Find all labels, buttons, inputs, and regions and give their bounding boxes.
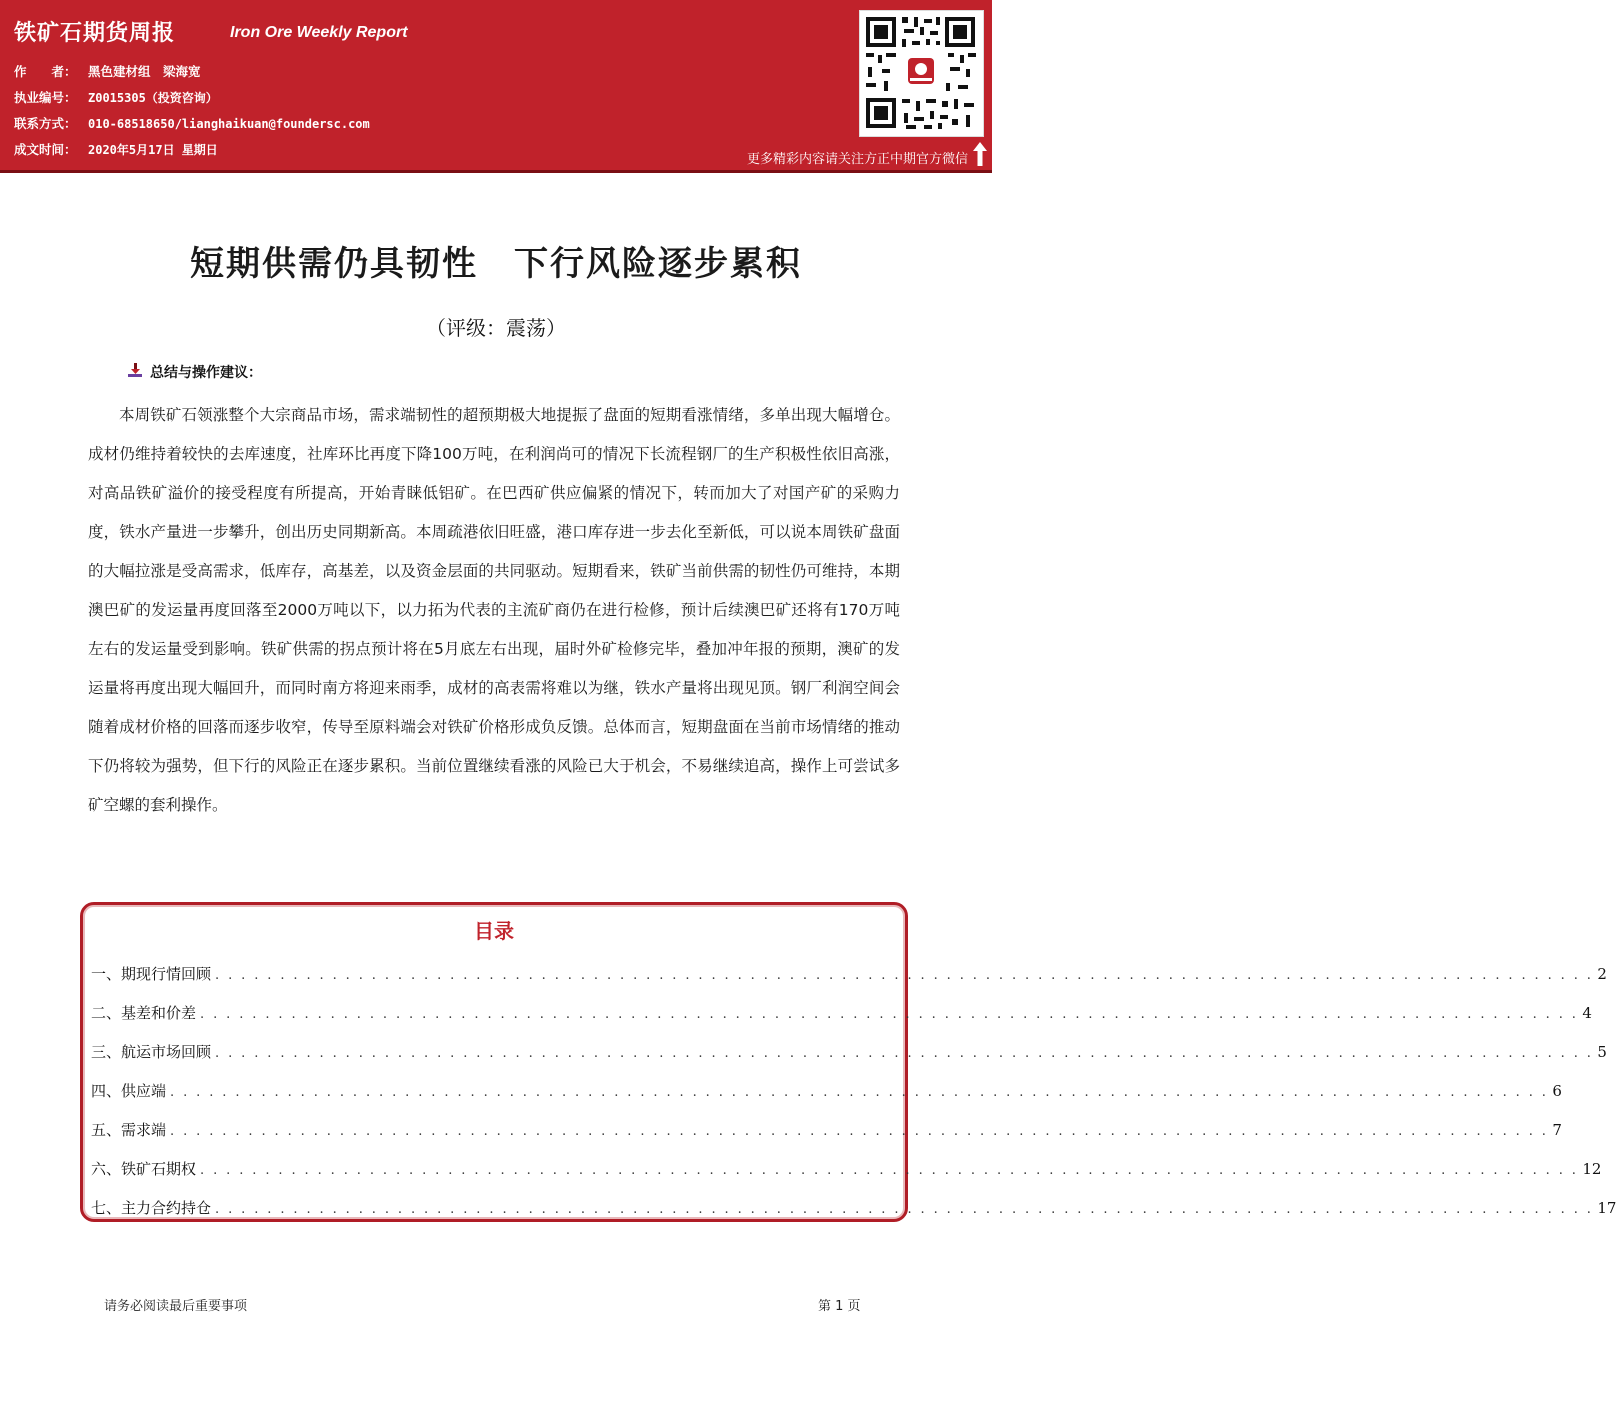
meta-date-key: 成文时间： — [14, 142, 77, 157]
toc-item-page: 17 — [1597, 1199, 1616, 1217]
wechat-follow-note: 更多精彩内容请关注方正中期官方微信 — [746, 152, 968, 167]
toc-item-label: 六、铁矿石期权 — [91, 1160, 197, 1178]
toc-leader: . . . . . . . . . . . . . . . . . . . . . . . . . . . . . . . . . . . . . . . . . . . . . . . . . . . . . . . . . . . . . . . . . . . . . . . . . . . . . . . . . . . . . . . . . . . . . . . . . . . . . . . . . . — [200, 1007, 1579, 1022]
summary-paragraph: 本周铁矿石领涨整个大宗商品市场，需求端韧性的超预期极大地提振了盘面的短期看涨情绪，多单出现大幅增仓。成材仍维持着较快的去库速度，社库环比再度下降100万吨，在利润尚可的情况下长流程钢厂的生产积极性依旧高涨，对高品铁矿溢价的接受程度有所提高，开始青睐低铝矿。在巴西矿供应偏紧的情况下，转而加大了对国产矿的采购力度，铁水产量进一步攀升，创出历史同期新高。本周疏港依旧旺盛，港口库存进一步去化至新低，可以说本周铁矿盘面的大幅拉涨是受高需求，低库存，高基差，以及资金层面的共同驱动。短期看来，铁矿当前供需的韧性仍可维持，本期澳巴矿的发运量再度回落至2000万吨以下，以力拓为代表的主流矿商仍在进行检修，预计后续澳巴矿还将有170万吨左右的发运量受到影响。铁矿供需的拐点预计将在5月底左右出现，届时外矿检修完毕，叠加冲年报的预期，澳矿的发运量将再度出现大幅回升，而同时南方将迎来雨季，成材的高表需将难以为继，铁水产量将出现见顶。钢厂利润空间会随着成材价格的回落而逐步收窄，传导至原料端会对铁矿价格形成负反馈。总体而言，短期盘面在当前市场情绪的推动下仍将较为强势，但下行的风险正在逐步累积。当前位置继续看涨的风险已大于机会，不易继续追高，操作上可尝试多矿空螺的套利操作。 — [88, 406, 900, 814]
meta-license-value: Z0015305（投资咨询） — [88, 91, 218, 105]
meta-license — [14, 88, 218, 106]
toc-item-label: 五、需求端 — [91, 1121, 167, 1139]
rating-label: （评级：震荡） — [426, 316, 566, 340]
bullet-icon — [128, 363, 150, 381]
toc-item-label: 二、基差和价差 — [91, 1004, 197, 1022]
toc-item-page: 12 — [1582, 1160, 1602, 1178]
page-number: 第 1 页 — [818, 1299, 861, 1314]
meta-date — [14, 140, 218, 158]
toc-item-label: 三、航运市场回顾 — [91, 1043, 212, 1061]
meta-date-value: 2020年5月17日 星期日 — [88, 143, 218, 157]
meta-author-key: 作 者： — [14, 64, 77, 79]
page-title: 短期供需仍具韧性 下行风险逐步累积 — [190, 244, 802, 284]
table-of-contents — [80, 902, 1616, 1222]
toc-item-7[interactable] — [91, 1197, 1616, 1221]
toc-item-page: 5 — [1597, 1043, 1607, 1061]
meta-contact — [14, 114, 370, 132]
toc-leader: . . . . . . . . . . . . . . . . . . . . . . . . . . . . . . . . . . . . . . . . . . . . . . . . . . . . . . . . . . . . . . . . . . . . . . . . . . . . . . . . . . . . . . . . . . . . . . . . . . . . . . . . . . — [170, 1124, 1549, 1139]
meta-contact-key: 联系方式： — [14, 116, 77, 131]
summary-heading-text: 总结与操作建议： — [150, 365, 262, 381]
toc-leader: . . . . . . . . . . . . . . . . . . . . . . . . . . . . . . . . . . . . . . . . . . . . . . . . . . . . . . . . . . . . . . . . . . . . . . . . . . . . . . . . . . . . . . . . . . . . . . . . . . . . . . . . . . — [200, 1163, 1579, 1178]
meta-author-value: 黑色建材组 梁海宽 — [88, 64, 201, 79]
toc-leader: . . . . . . . . . . . . . . . . . . . . . . . . . . . . . . . . . . . . . . . . . . . . . . . . . . . . . . . . . . . . . . . . . . . . . . . . . . . . . . . . . . . . . . . . . . . . . . . . . . . . . . . . . . — [215, 968, 1594, 983]
qr-code-icon — [860, 11, 981, 134]
meta-author — [14, 62, 201, 80]
toc-item-page: 2 — [1597, 965, 1607, 983]
toc-item-label: 七、主力合约持仓 — [91, 1199, 212, 1217]
wechat-qr-code — [859, 10, 984, 137]
report-header — [0, 0, 992, 170]
meta-license-key: 执业编号： — [14, 90, 77, 105]
toc-item-page: 6 — [1552, 1082, 1562, 1100]
toc-item-4[interactable] — [91, 1080, 1562, 1104]
toc-item-1[interactable] — [91, 963, 1607, 987]
meta-contact-value[interactable]: 010-68518650/lianghaikuan@foundersc.com — [88, 117, 370, 131]
footer-notice: 请务必阅读最后重要事项 — [104, 1299, 248, 1314]
toc-leader: . . . . . . . . . . . . . . . . . . . . . . . . . . . . . . . . . . . . . . . . . . . . . . . . . . . . . . . . . . . . . . . . . . . . . . . . . . . . . . . . . . . . . . . . . . . . . . . . . . . . . . . . . . — [215, 1046, 1594, 1061]
toc-item-label: 一、期现行情回顾 — [91, 965, 212, 983]
report-title-en: Iron Ore Weekly Report — [230, 24, 408, 41]
toc-item-6[interactable] — [91, 1158, 1602, 1182]
toc-item-2[interactable] — [91, 1002, 1592, 1026]
toc-item-label: 四、供应端 — [91, 1082, 167, 1100]
toc-item-page: 7 — [1552, 1121, 1562, 1139]
toc-item-3[interactable] — [91, 1041, 1607, 1065]
summary-heading — [128, 362, 262, 382]
toc-title: 目录 — [474, 919, 514, 943]
toc-leader: . . . . . . . . . . . . . . . . . . . . . . . . . . . . . . . . . . . . . . . . . . . . . . . . . . . . . . . . . . . . . . . . . . . . . . . . . . . . . . . . . . . . . . . . . . . . . . . . . . . . . . . . . . — [215, 1202, 1594, 1217]
report-title-cn: 铁矿石期货周报 — [14, 21, 176, 46]
arrow-up-icon — [972, 141, 988, 167]
toc-item-5[interactable] — [91, 1119, 1562, 1143]
toc-leader: . . . . . . . . . . . . . . . . . . . . . . . . . . . . . . . . . . . . . . . . . . . . . . . . . . . . . . . . . . . . . . . . . . . . . . . . . . . . . . . . . . . . . . . . . . . . . . . . . . . . . . . . . . — [170, 1085, 1549, 1100]
header-divider — [0, 170, 992, 173]
toc-item-page: 4 — [1582, 1004, 1592, 1022]
